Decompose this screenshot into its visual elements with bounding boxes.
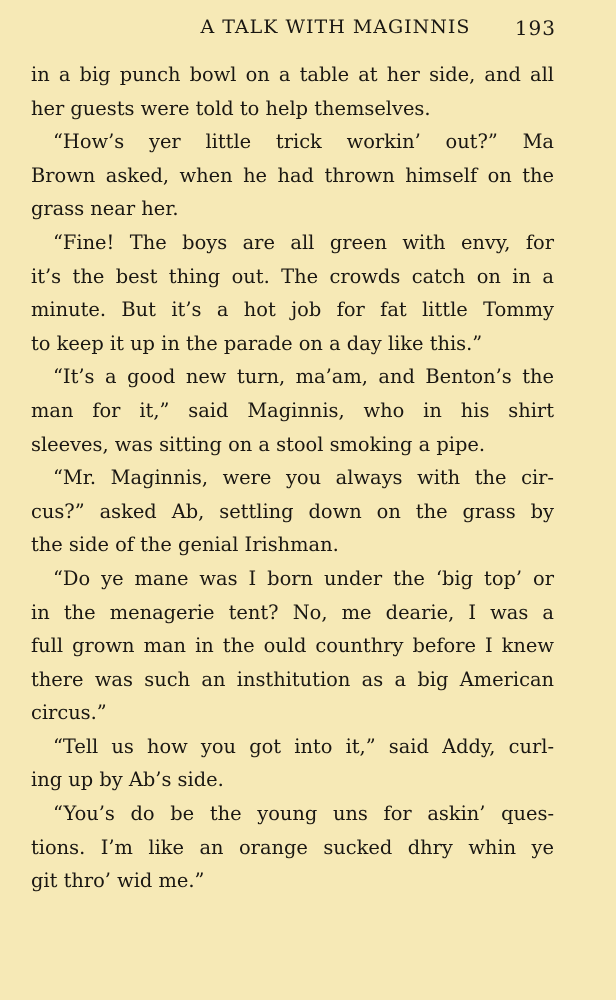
- text-line: Brown asked, when he had thrown himself on the: [31, 163, 554, 187]
- text-line: “Mr. Maginnis, were you always with the cir-: [53, 466, 554, 490]
- text-line: “Tell us how you got into it,” said Addy, curl-: [53, 734, 554, 758]
- text-line: minute. But it’s a hot job for fat little Tommy: [31, 298, 554, 322]
- text-line: “Fine! The boys are all green with envy, for: [53, 230, 554, 254]
- text-line: “It’s a good new turn, ma’am, and Benton’s the: [53, 365, 554, 389]
- text-line: “How’s yer little trick workin’ out?” Ma: [53, 130, 554, 154]
- text-line: there was such an insthitution as a big American: [31, 667, 554, 691]
- text-line: git thro’ wid me.”: [31, 869, 205, 893]
- text-line: sleeves, was sitting on a stool smoking a pipe.: [31, 432, 486, 456]
- text-line: it’s the best thing out. The crowds catch on in a: [31, 264, 554, 288]
- text-line: in a big punch bowl on a table at her side, and all: [31, 63, 554, 86]
- text-line: the side of the genial Irishman.: [31, 533, 339, 557]
- text-line: tions. I’m like an orange sucked dhry whin ye: [31, 835, 554, 859]
- text-line: cus?” asked Ab, settling down on the grass by: [31, 499, 554, 523]
- text-line: man for it,” said Maginnis, who in his shirt: [31, 398, 554, 422]
- text-line: grass near her.: [31, 197, 179, 221]
- text-line: circus.”: [31, 701, 107, 725]
- text-line: her guests were told to help themselves.: [31, 96, 431, 120]
- page-number: 193: [514, 16, 556, 40]
- body-text: [31, 58, 554, 898]
- text-line: to keep it up in the parade on a day like this.”: [31, 331, 483, 355]
- running-title: A TALK WITH MAGINNIS: [200, 16, 471, 38]
- text-line: ing up by Ab’s side.: [31, 768, 224, 792]
- text-line: in the menagerie tent? No, me dearie, I was a: [31, 600, 554, 624]
- running-head: [31, 16, 554, 48]
- text-line: full grown man in the ould counthry before I knew: [31, 634, 554, 658]
- text-line: “You’s do be the young uns for askin’ ques-: [53, 802, 554, 826]
- text-line: “Do ye mane was I born under the ‘big top’ or: [53, 566, 554, 590]
